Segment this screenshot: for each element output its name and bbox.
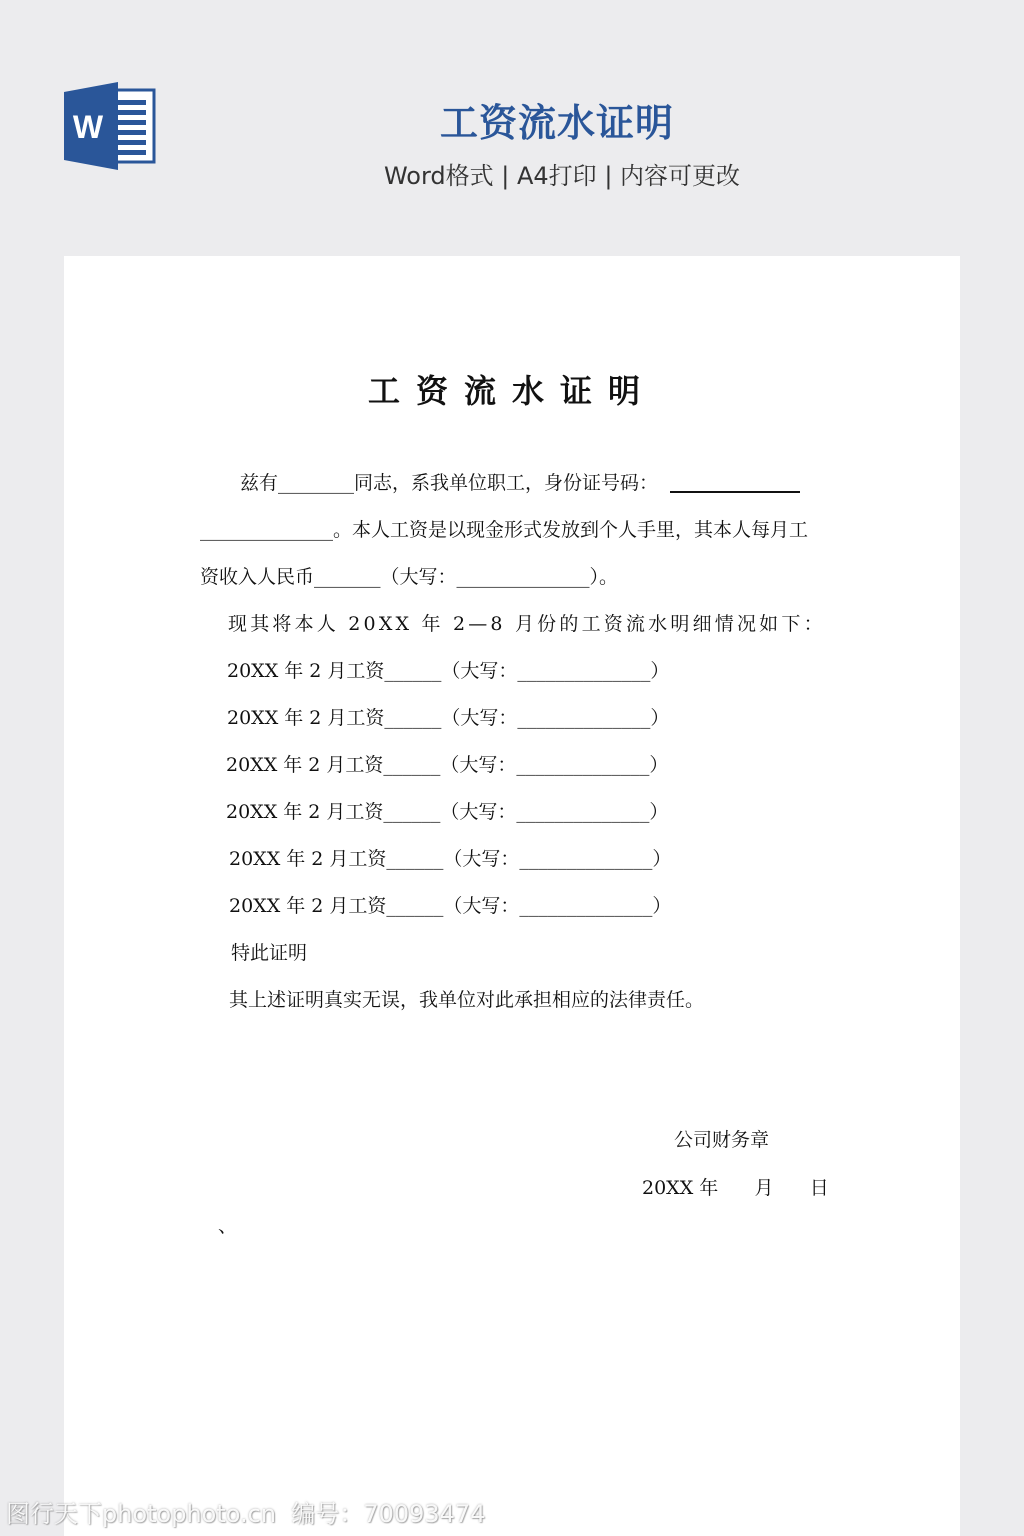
salary-row: 20XX 年 2 月工资______（大写：______________） <box>226 801 669 823</box>
stray-mark: 、 <box>218 1215 238 1237</box>
salary-row: 20XX 年 2 月工资______（大写：______________） <box>229 848 672 870</box>
para2: 现其将本人 20XX 年 2—8 月份的工资流水明细情况如下： <box>228 613 826 635</box>
id-number-underline <box>670 491 800 493</box>
para1-line2: ______________。本人工资是以现金形式发放到个人手里，其本人每月工 <box>200 519 809 541</box>
special-note: 特此证明 <box>231 942 308 964</box>
salary-row: 20XX 年 2 月工资______（大写：______________） <box>229 895 672 917</box>
document-title: 工资流水证明 <box>367 372 656 410</box>
watermark: 图行天下photophoto.cn 编号：70093474 <box>6 1500 486 1528</box>
header-title: 工资流水证明 <box>439 101 674 145</box>
company-seal-label: 公司财务章 <box>674 1129 770 1151</box>
date-line: 20XX 年 月 日 <box>642 1177 829 1199</box>
header <box>0 0 1024 256</box>
header-subtitle: Word格式 | A4打印 | 内容可更改 <box>383 162 741 190</box>
salary-row: 20XX 年 2 月工资______（大写：______________） <box>227 660 670 682</box>
logo-letter: W <box>72 109 104 145</box>
salary-row: 20XX 年 2 月工资______（大写：______________） <box>227 707 670 729</box>
salary-row: 20XX 年 2 月工资______（大写：______________） <box>226 754 669 776</box>
para1-line3: 资收入人民币_______（大写：______________）。 <box>200 566 619 588</box>
para1-line1: 兹有________同志，系我单位职工，身份证号码： <box>240 472 659 494</box>
statement: 其上述证明真实无误，我单位对此承担相应的法律责任。 <box>229 989 705 1011</box>
